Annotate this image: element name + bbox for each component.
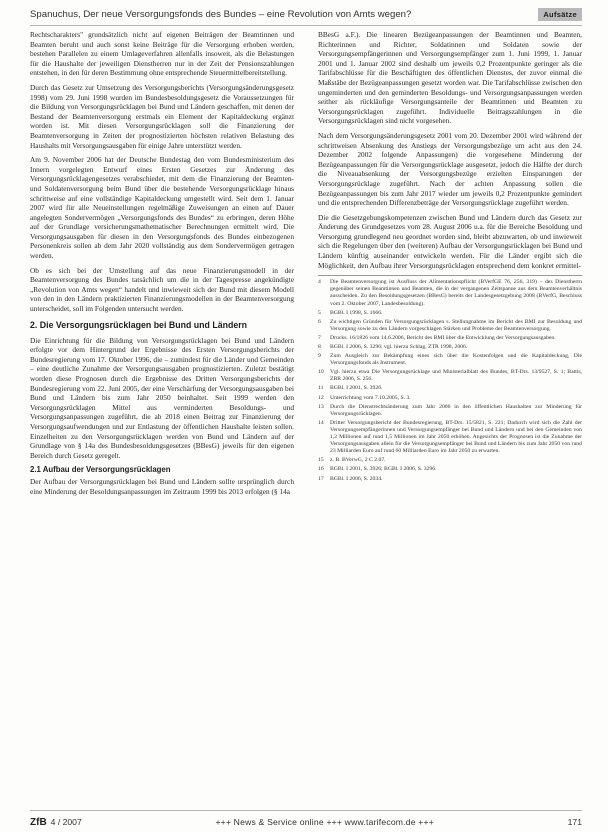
footnote (318, 353, 582, 367)
page-footer (30, 815, 582, 829)
footnote (318, 279, 582, 307)
page-number: 171 (567, 817, 582, 827)
footnote-text: Zu wichtigen Gründen für Versorgungsrücklagen s. Stellungnahme im Bericht des BMI zur Besoldung und Versorgung sowie zu den Ländern vorgeschlagen Stärken und Probleme der Beamtenversorgung. (330, 318, 582, 332)
footnote-number: 12 (318, 394, 324, 401)
footnote-text: Die Beamtenversorgung ist Ausfluss der Alimentationspflicht (BVerfGE 76, 256, 319) – des Dienstherrn gegenüber seinen Beamtinnen und Beamten, die in der vergangenen Zeitspanne aus dem Beamtenverhältnis ausscheiden. Zu den Besoldungsgesetzen (BBesG) bereits der Landesgesetzgebung 2008 (BVerfG, Beschluss vom 2. Oktober 2007, Landesbesoldung). (330, 279, 582, 307)
footnote-number: 9 (318, 353, 321, 360)
footnote (318, 335, 582, 342)
paragraph: Durch das Gesetz zur Umsetzung des Versorgungsberichts (Versorgungsänderungsgesetz 1998) vom 29. Juni 1998 wurden im Bundesbesoldungsgesetz die Voraussetzungen für die Bildung von Versorgungsrücklagen bei Bund und Ländern geschaffen, mit denen der Bestand der Beamtenversorgung erstmals ein Element der Kapitaldeckung ergänzt worden ist. Mit diesen Versorgungsrücklagen soll die Finanzierung der Beamtenversorgung in Zeiten der prognostizierten höchsten relativen Belastung des Haushalts mit Versorgungsausgaben für einige Jahre unterstützt werden. (30, 82, 294, 150)
right-column (318, 30, 582, 485)
footnote (318, 466, 582, 473)
footnote-text: Unterrichtung vom 7.10.2005, S. 3. (330, 394, 411, 401)
footnote (318, 385, 582, 392)
footnote-text: Durch die Dienstrechtsänderung zum Jahr 2006 in den öffentlichen Haushalten zur Minderung für Versorgungsrücklagen. (330, 403, 582, 417)
journal-logo: ZfB (30, 816, 47, 828)
footnote-number: 4 (318, 279, 321, 286)
paragraph: BBesG a.F.). Die linearen Bezügeanpassungen der Beamtinnen und Beamten, Richterinnen und Richter, Soldatinnen und Soldaten sowie der Versorgungsempfängerinnen und Versorgungsempfänger zum 1. Juni 1999, 1. Januar 2001 und 1. Januar 2002 sind deshalb um jeweils 0,2 Prozentpunkte geringer als die Tarifabschlüsse für die Beschäftigten des öffentlichen Dienstes, der zuvor einmal die Maßstäbe der Bezügeanpassungen gesetzt worden war. Die Tarifabschlüsse zwischen den ungeminderten und den geminderten Besoldungs- und Versorgungsanpassungen werden seither als rückläufige Versorgungsanteile der Beamtinnen und Beamten zu Versorgungsrücklagen zugeführt. Individuelle Beitragszahlungen in die Versorgungsrücklagen sind nicht vorgesehen. (318, 30, 582, 126)
footnote (318, 310, 582, 317)
running-header (30, 6, 582, 22)
running-title: Spanuchus, Der neue Versorgungsfonds des Bundes – eine Revolution von Amts wegen? (30, 8, 412, 20)
footnote-number: 7 (318, 334, 321, 341)
footnote-number: 5 (318, 309, 321, 316)
left-column (30, 30, 294, 502)
paragraph: Die die Gesetzgebungskompetenzen zwischen Bund und Ländern durch das Gesetz zur Änderung des Grundgesetzes vom 28. August 2006 u.a. für die Bereiche Besoldung und Versorgung grundlegend neu geordnet worden sind, bleibt abzuwarten, ob und inwieweit sich die Regelungen über den (weiteren) Aufbau der Versorgungsrücklagen bei Bund und Ländern künftig auseinander entwickeln werden. Für die Länder ergibt sich die Möglichkeit, den Aufbau ihrer Versorgungsrücklagen entsprechend dem konkret ermittel- (318, 212, 582, 270)
paragraph: Die Einrichtung für die Bildung von Versorgungsrücklagen bei Bund und Ländern erfolgte vor dem Hintergrund der Ergebnisse des Ersten Versorgungsberichts der Bundesregierung vom 17. Oktober 1996, die – zumindest für die Länder und Gemeinden – eine deutliche Zunahme der Versorgungsausgaben prognostizierten. Zuletzt bestätigt worden diese Prognosen durch die Ergebnisse des Dritten Versorgungsberichts der Bundesregierung vom 22. Juni 2005, der eine Verschärfung der Versorgungsausgaben bei Bund und Ländern bis zum Jahr 2050 beinhaltet. Seit 1999 werden den Versorgungsrücklagen Mittel aus verminderten Besoldungs- und Versorgungsanpassungen zugeführt, die ab 2018 einen Beitrag zur Finanzierung der Versorgungsaufwendungen und zur Entlastung der öffentlichen Haushalte leisten sollen. Einzelheiten zu den Versorgungsrücklagen werden von Bund und Ländern auf der Grundlage von § 14a des Bundesbesoldungsgesetzes (BBesG) jeweils für den eigenen Bereich durch Gesetz geregelt. (30, 335, 294, 460)
paragraph: Rechtscharakters" grundsätzlich nicht auf eigenen Beiträgen der Beamtinnen und Beamten beruht und auch sonst keine Beiträge für die Versorgung erhoben werden, bestehen Parallelen zu einem Umlageverfahren allenfalls insoweit, als die Belastungen für die Haushalte der jeweiligen Dienstherren nur in der Zeit der Pensionszahlungen entstehen, in den für deren Bestimmung ohne entsprechende Steuermittelbereitstellung. (30, 30, 294, 78)
footnote-number: 10 (318, 369, 324, 376)
footnote-number: 13 (318, 403, 324, 410)
footnote-text: BGBl. I 2001, S. 3926. (330, 385, 383, 392)
footnote-text: Dritter Versorgungsbericht der Bundesregierung, BT-Drs. 15/5821, S. 221; Dadurch wird sich die Zahl der Versorgungsempfängerinnen und Versorgungsempfänger bei Bund und Ländern und bei den Gemeinden von 1,2 Millionen auf rund 1,5 Millionen im Jahr 2050 erhöhen. Angesichts der Prognosen ist die Zunahme der Versorgungsausgaben allein für die Versorgungsempfänger bei Bund und Ländern bis zum Jahr 2050 von rund 23 Milliarden Euro auf rund 60 Milliarden Euro im Jahr 2050 zu erwarten. (330, 419, 582, 455)
footnote (318, 476, 582, 483)
footnote-text: BGBl. I 2006, S. 3296; vgl. hierzu Schlag, ZTR 1998, 2006. (330, 344, 468, 350)
footnote (318, 319, 582, 333)
paragraph: Ob es sich bei der Umstellung auf das neue Finanzierungsmodell in der Beamtenversorgung des Bundes tatsächlich um die in der Tagespresse angekündigte „Revolution von Amts wegen“ handelt und inwieweit sich der Bund mit diesem Modell von den in den Ländern praktizierten Finanzierungsmodellen in der Beamtenversorgung unterscheidet, soll im Folgenden untersucht werden. (30, 265, 294, 314)
footnote (318, 420, 582, 455)
footnotes (318, 275, 582, 482)
footnote-text: Zum Ausgleich zur Bekämpfung eines sich über die Kostenfolgen und die Kapitaldeckung, Die Versorgungsfonds als Instrument. (330, 353, 582, 367)
paragraph: Am 9. November 2006 hat der Deutsche Bundestag den vom Bundesministerium des Innern vorgelegten Entwurf eines Ersten Gesetzes zur Änderung des Versorgungsrücklagengesetzes verabschiedet, mit dem die Finanzierung der Beamten- und Soldatenversorgung beim Bund über die bestehende Versorgungsrücklage hinaus schrittweise auf eine vollständige Kapitaldeckung umgestellt wird. Seit dem 1. Januar 2007 wird für alle Neueinstellungen regelmäßige Zuweisungen an einen auf Dauer angelegten Sondervermögen „Versorgungsfonds des Bundes“ zu erbringen, deren Höhe auf der Grundlage versicherungsmathematischer Berechnungen ermittelt wird. Die Versorgungsausgaben für diesen in den Versorgungsfonds des Bundes einbezogenen Personenkreis sollen ab dem Jahr 2020 vollständig aus dem Sondervermögen getragen werden. (30, 155, 294, 261)
footnote-number: 16 (318, 466, 324, 473)
footnote-number: 14 (318, 419, 324, 426)
footnote-number: 8 (318, 344, 321, 350)
footnote (318, 457, 582, 464)
footnote-text: Drucks. 16/1826 vom 14.6.2006, Bericht des BMI über die Entwicklung der Versorgungsausgaben. (330, 334, 556, 341)
footnote (318, 344, 582, 351)
footer-website[interactable]: +++ News & Service online +++ www.tarifecom.de +++ (215, 817, 434, 827)
footnote-number: 11 (318, 385, 324, 392)
footnote-number: 17 (318, 475, 324, 482)
footnote-text: BGBl. I 2006, S. 2034. (330, 475, 383, 482)
paragraph: Der Aufbau der Versorgungsrücklagen bei Bund und Ländern sollte ursprünglich durch eine Minderung der Besoldungsanpassungen im Zeitraum 1999 bis 2013 erfolgen (§ 14a (30, 477, 294, 496)
paragraph: Nach dem Versorgungsänderungsgesetz 2001 vom 20. Dezember 2001 wird während der schrittweisen Absenkung des Anstiegs der Versorgungsbezüge um acht aus den 24. Dezember 2002 folgende Anpassungen) die vorgesehene Minderung der Bezügeanpassungen für die Versorgungsrücklage ausgesetzt, jedoch die Hälfte der durch die Niveauabsenkung der Versorgungsbezüge erzielten Einsparungen der Versorgungsrücklage zugeführt. Nach der achten Anpassung sollen die Bezügeanpassungen bis zum Jahr 2017 wieder um jeweils 0,2 Prozentpunkte gemindert und die entsprechenden Differenzbeträge der Versorgungsrücklage zugeführt werden. (318, 130, 582, 208)
footnote (318, 404, 582, 418)
issue-number: 4 / 2007 (50, 817, 82, 827)
footnote-number: 6 (318, 318, 321, 325)
section-badge: Aufsätze (538, 8, 582, 21)
footnote (318, 369, 582, 383)
footnote (318, 395, 582, 402)
footnote-text: BGBl. I 2001, S. 3926; BGBl. I 2006, S. 3296. (330, 466, 437, 473)
section-heading: 2. Die Versorgungsrücklagen bei Bund und Ländern (30, 319, 248, 330)
footnote-number: 15 (318, 457, 324, 464)
subsection-heading: 2.1 Aufbau der Versorgungsrücklagen (30, 465, 171, 475)
header-divider (30, 25, 582, 26)
footnote-text: z. B. BVerwG, 2 C 2.07. (330, 457, 386, 464)
footer-divider (30, 810, 582, 811)
footnote-text: BGBl. I 1998, S. 1666. (330, 309, 383, 316)
footnote-text: Vgl. hierzu etwa Die Versorgungsrücklage und Ministerialblatt des Bundes, BT-Drs. 13/9527, S. 1; Battis, ZBR 2006, S. 256. (330, 369, 582, 383)
